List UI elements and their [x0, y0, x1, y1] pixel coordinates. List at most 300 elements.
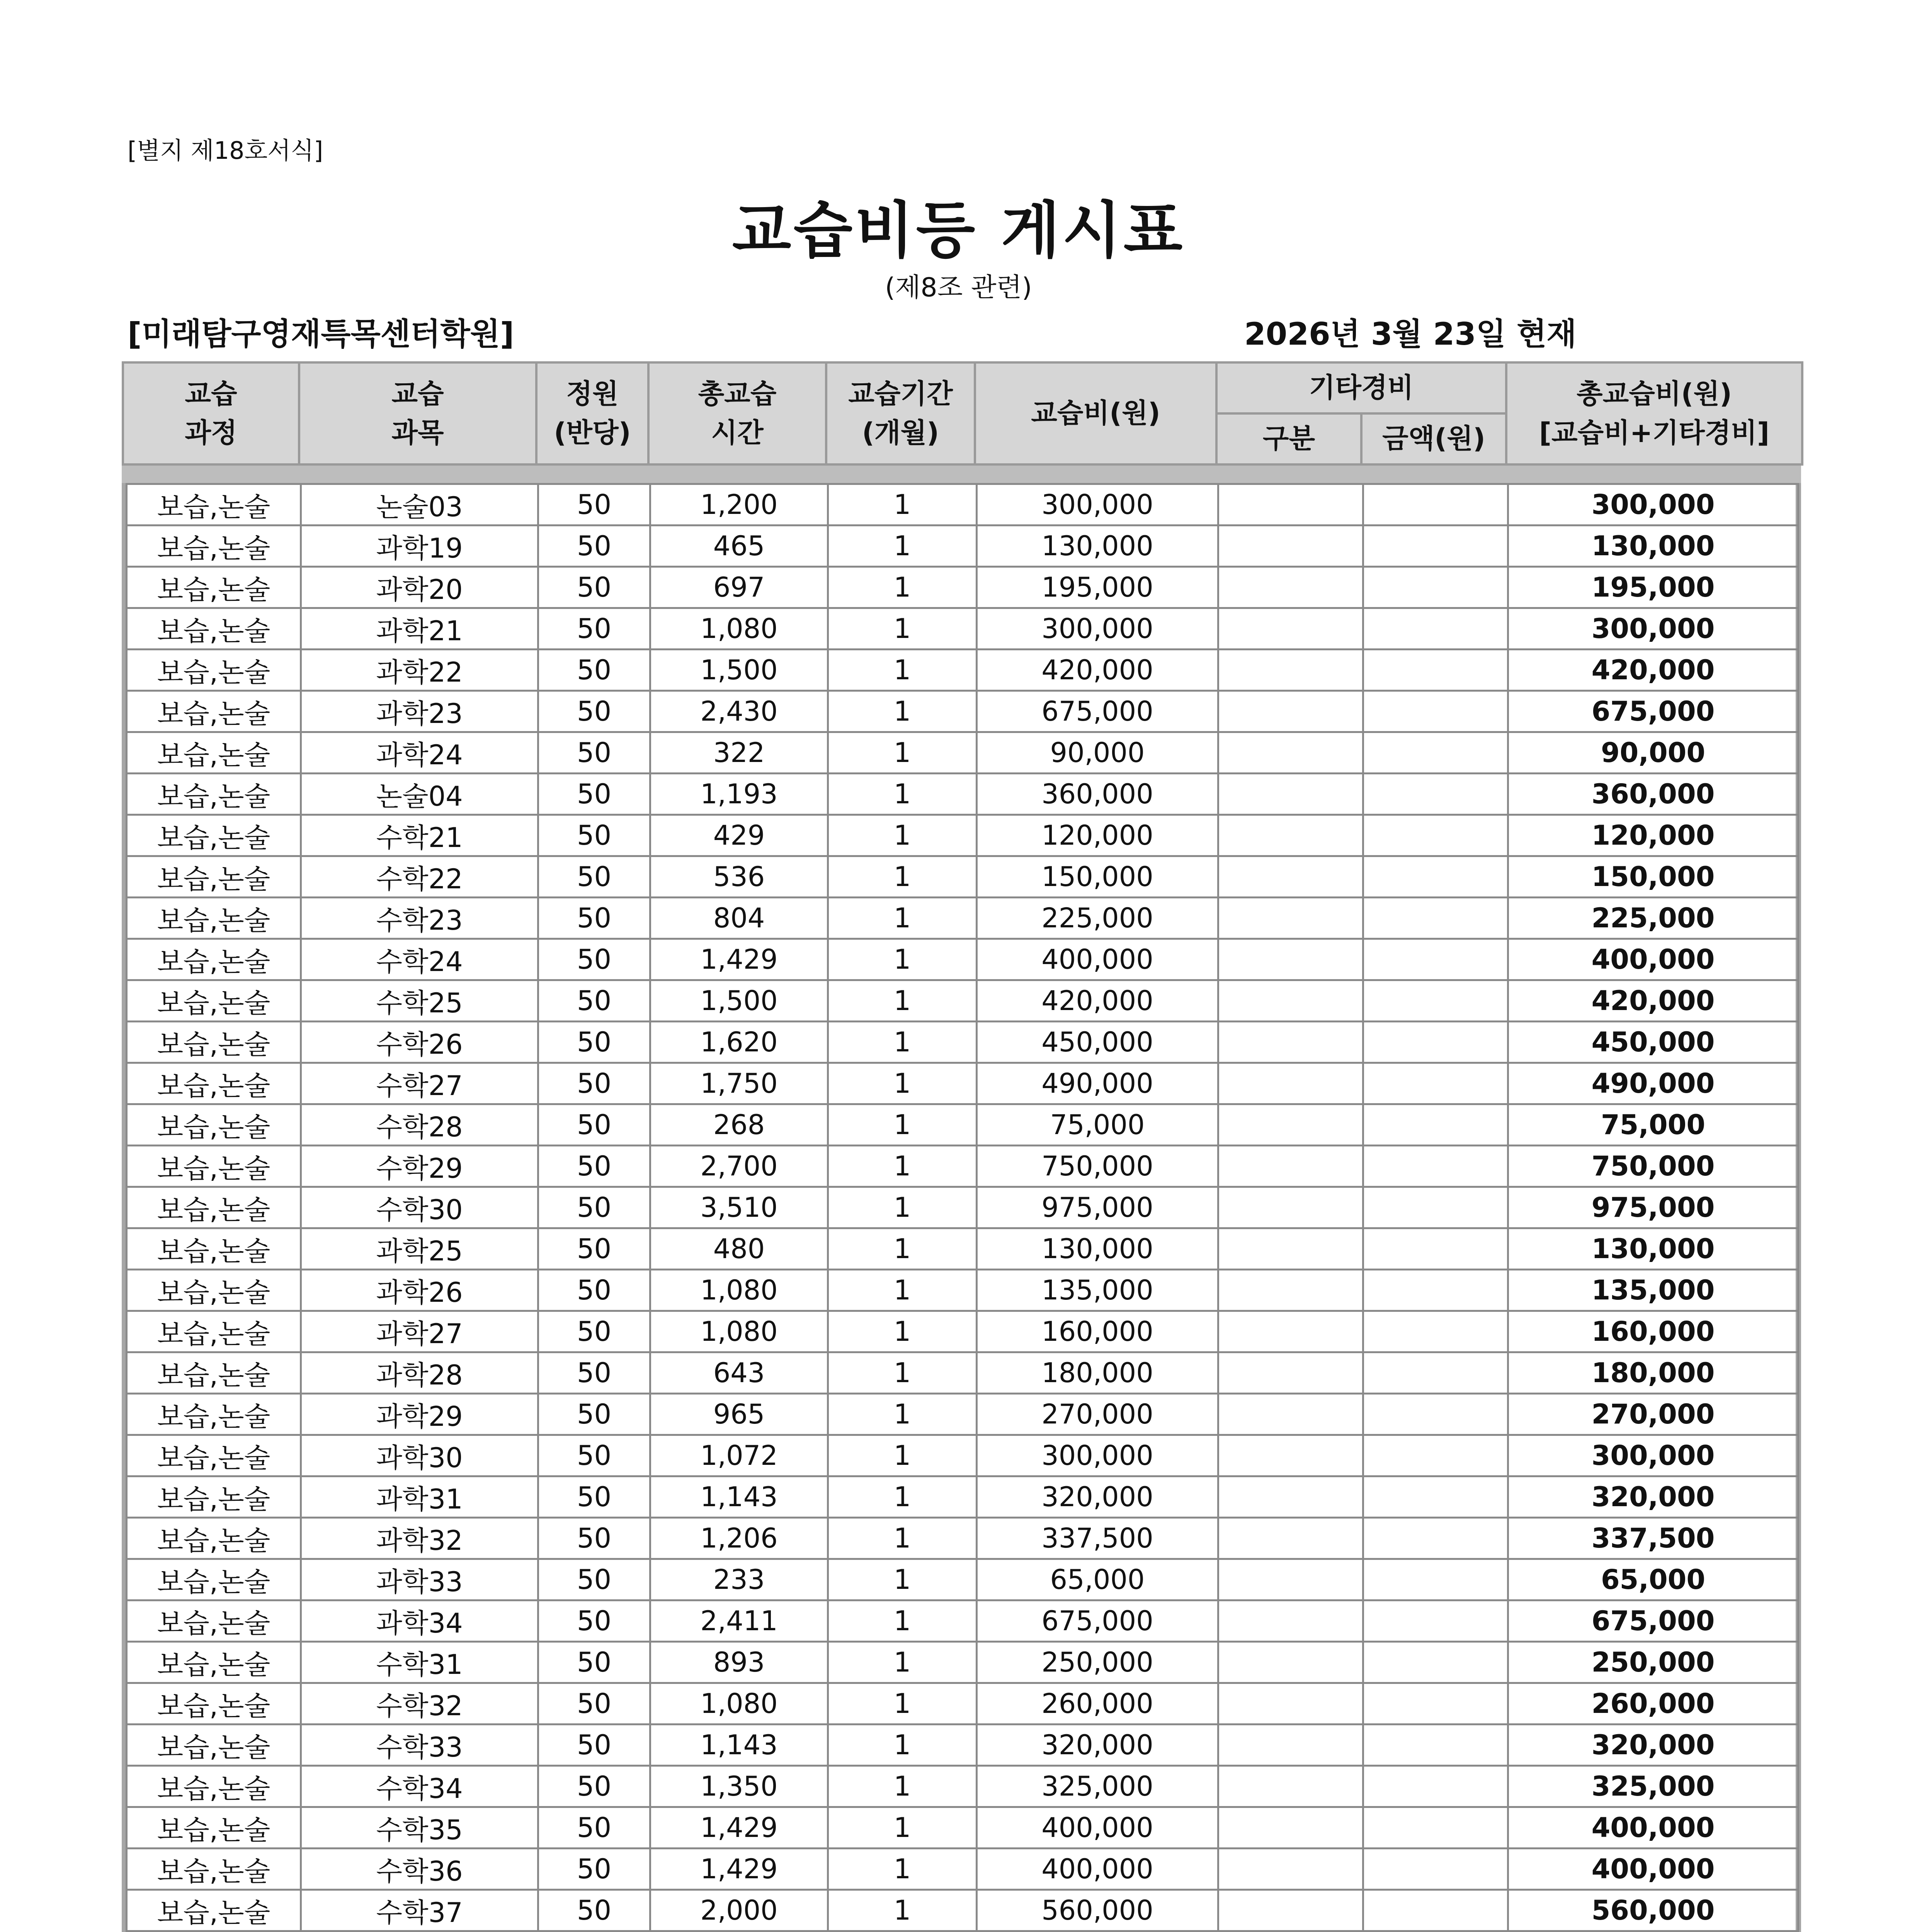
cell-other-amount	[1363, 1476, 1508, 1518]
cell-course: 보습,논술	[127, 774, 301, 815]
cell-fee: 300,000	[977, 484, 1218, 526]
cell-subject: 수학26	[301, 1022, 538, 1063]
cell-course: 보습,논술	[127, 567, 301, 608]
cell-other-amount	[1363, 1766, 1508, 1807]
cell-other-amount	[1363, 1890, 1508, 1931]
cell-fee: 90,000	[977, 732, 1218, 774]
cell-hours: 1,080	[650, 1270, 828, 1311]
cell-hours: 2,700	[650, 1146, 828, 1187]
cell-other-type	[1218, 1104, 1363, 1146]
cell-total: 150,000	[1508, 856, 1798, 898]
cell-other-amount	[1363, 856, 1508, 898]
cell-fee: 400,000	[977, 1807, 1218, 1849]
cell-other-amount	[1363, 1683, 1508, 1725]
cell-period: 1	[828, 1187, 977, 1228]
cell-subject: 논술04	[301, 774, 538, 815]
cell-total: 270,000	[1508, 1394, 1798, 1435]
cell-capacity: 50	[538, 1849, 650, 1890]
cell-other-amount	[1363, 567, 1508, 608]
cell-period: 1	[828, 1890, 977, 1931]
cell-capacity: 50	[538, 484, 650, 526]
cell-hours: 643	[650, 1352, 828, 1394]
table-row	[127, 1683, 1798, 1725]
cell-other-amount	[1363, 1807, 1508, 1849]
cell-total: 750,000	[1508, 1146, 1798, 1187]
cell-total: 420,000	[1508, 650, 1798, 691]
cell-hours: 1,080	[650, 608, 828, 650]
cell-subject: 수학33	[301, 1725, 538, 1766]
cell-total: 560,000	[1508, 1890, 1798, 1931]
cell-other-amount	[1363, 1394, 1508, 1435]
cell-capacity: 50	[538, 1352, 650, 1394]
cell-fee: 150,000	[977, 856, 1218, 898]
cell-capacity: 50	[538, 1683, 650, 1725]
cell-other-amount	[1363, 608, 1508, 650]
cell-subject: 수학30	[301, 1187, 538, 1228]
cell-total: 675,000	[1508, 691, 1798, 732]
cell-course: 보습,논술	[127, 1311, 301, 1352]
cell-course: 보습,논술	[127, 608, 301, 650]
cell-other-amount	[1363, 1228, 1508, 1270]
cell-capacity: 50	[538, 1642, 650, 1683]
cell-period: 1	[828, 1270, 977, 1311]
table-row	[127, 1352, 1798, 1394]
cell-other-type	[1218, 1725, 1363, 1766]
table-row	[127, 980, 1798, 1022]
cell-period: 1	[828, 691, 977, 732]
table-row	[127, 1559, 1798, 1600]
cell-course: 보습,논술	[127, 1766, 301, 1807]
cell-hours: 1,350	[650, 1766, 828, 1807]
cell-capacity: 50	[538, 608, 650, 650]
cell-other-amount	[1363, 1104, 1508, 1146]
cell-course: 보습,논술	[127, 1146, 301, 1187]
cell-subject: 과학26	[301, 1270, 538, 1311]
cell-other-type	[1218, 567, 1363, 608]
cell-subject: 과학25	[301, 1228, 538, 1270]
cell-hours: 1,193	[650, 774, 828, 815]
cell-hours: 536	[650, 856, 828, 898]
table-row	[127, 526, 1798, 567]
cell-capacity: 50	[538, 1063, 650, 1104]
cell-other-type	[1218, 939, 1363, 980]
cell-hours: 1,080	[650, 1311, 828, 1352]
header-total: 총교습비(원) [교습비+기타경비]	[1506, 362, 1802, 464]
cell-other-type	[1218, 1394, 1363, 1435]
cell-hours: 1,080	[650, 1683, 828, 1725]
cell-total: 400,000	[1508, 1849, 1798, 1890]
cell-fee: 270,000	[977, 1394, 1218, 1435]
cell-course: 보습,논술	[127, 856, 301, 898]
cell-capacity: 50	[538, 980, 650, 1022]
cell-capacity: 50	[538, 1022, 650, 1063]
cell-course: 보습,논술	[127, 1683, 301, 1725]
cell-subject: 과학28	[301, 1352, 538, 1394]
cell-other-amount	[1363, 1435, 1508, 1476]
cell-other-amount	[1363, 939, 1508, 980]
table-row	[127, 567, 1798, 608]
cell-subject: 과학19	[301, 526, 538, 567]
cell-capacity: 50	[538, 774, 650, 815]
cell-capacity: 50	[538, 1807, 650, 1849]
cell-period: 1	[828, 1518, 977, 1559]
cell-hours: 1,429	[650, 939, 828, 980]
cell-total: 360,000	[1508, 774, 1798, 815]
cell-other-type	[1218, 1311, 1363, 1352]
cell-period: 1	[828, 980, 977, 1022]
cell-other-type	[1218, 1187, 1363, 1228]
cell-capacity: 50	[538, 1725, 650, 1766]
table-row	[127, 1766, 1798, 1807]
cell-other-amount	[1363, 484, 1508, 526]
cell-total: 130,000	[1508, 1228, 1798, 1270]
cell-fee: 320,000	[977, 1476, 1218, 1518]
cell-other-type	[1218, 1600, 1363, 1642]
table-row	[127, 1146, 1798, 1187]
cell-other-type	[1218, 1435, 1363, 1476]
table-row	[127, 650, 1798, 691]
table-row	[127, 1518, 1798, 1559]
cell-fee: 400,000	[977, 1849, 1218, 1890]
cell-subject: 과학27	[301, 1311, 538, 1352]
cell-other-amount	[1363, 1311, 1508, 1352]
header-period: 교습기간 (개월)	[826, 362, 975, 464]
cell-other-amount	[1363, 1022, 1508, 1063]
cell-period: 1	[828, 1476, 977, 1518]
cell-fee: 325,000	[977, 1766, 1218, 1807]
cell-other-type	[1218, 1352, 1363, 1394]
cell-other-type	[1218, 691, 1363, 732]
cell-course: 보습,논술	[127, 815, 301, 856]
cell-other-type	[1218, 1766, 1363, 1807]
cell-total: 320,000	[1508, 1725, 1798, 1766]
cell-period: 1	[828, 1022, 977, 1063]
cell-hours: 233	[650, 1559, 828, 1600]
cell-subject: 과학22	[301, 650, 538, 691]
cell-subject: 과학32	[301, 1518, 538, 1559]
cell-course: 보습,논술	[127, 1435, 301, 1476]
cell-hours: 1,143	[650, 1725, 828, 1766]
cell-other-amount	[1363, 815, 1508, 856]
table-row	[127, 1022, 1798, 1063]
cell-capacity: 50	[538, 691, 650, 732]
cell-course: 보습,논술	[127, 1187, 301, 1228]
header-other-amount: 금액(원)	[1361, 413, 1506, 464]
cell-other-type	[1218, 650, 1363, 691]
cell-period: 1	[828, 608, 977, 650]
cell-fee: 300,000	[977, 1435, 1218, 1476]
cell-total: 250,000	[1508, 1642, 1798, 1683]
cell-course: 보습,논술	[127, 1642, 301, 1683]
cell-course: 보습,논술	[127, 1063, 301, 1104]
cell-period: 1	[828, 1683, 977, 1725]
cell-other-type	[1218, 1146, 1363, 1187]
cell-capacity: 50	[538, 1228, 650, 1270]
cell-period: 1	[828, 1725, 977, 1766]
cell-other-type	[1218, 484, 1363, 526]
cell-fee: 130,000	[977, 526, 1218, 567]
cell-other-amount	[1363, 898, 1508, 939]
cell-other-type	[1218, 1642, 1363, 1683]
cell-other-amount	[1363, 1187, 1508, 1228]
cell-subject: 수학31	[301, 1642, 538, 1683]
cell-fee: 160,000	[977, 1311, 1218, 1352]
table-row	[127, 1394, 1798, 1435]
form-number: [별지 제18호서식]	[128, 136, 323, 165]
cell-period: 1	[828, 774, 977, 815]
cell-hours: 1,200	[650, 484, 828, 526]
cell-fee: 320,000	[977, 1725, 1218, 1766]
cell-fee: 675,000	[977, 691, 1218, 732]
cell-subject: 과학24	[301, 732, 538, 774]
cell-course: 보습,논술	[127, 1022, 301, 1063]
cell-other-type	[1218, 898, 1363, 939]
cell-total: 195,000	[1508, 567, 1798, 608]
cell-capacity: 50	[538, 898, 650, 939]
cell-capacity: 50	[538, 1270, 650, 1311]
cell-fee: 490,000	[977, 1063, 1218, 1104]
cell-period: 1	[828, 1435, 977, 1476]
cell-other-amount	[1363, 1146, 1508, 1187]
cell-period: 1	[828, 1104, 977, 1146]
cell-capacity: 50	[538, 1766, 650, 1807]
table-row	[127, 774, 1798, 815]
cell-subject: 수학21	[301, 815, 538, 856]
cell-other-type	[1218, 815, 1363, 856]
cell-other-amount	[1363, 774, 1508, 815]
table-row	[127, 1890, 1798, 1931]
cell-subject: 수학28	[301, 1104, 538, 1146]
cell-subject: 과학31	[301, 1476, 538, 1518]
cell-other-amount	[1363, 1642, 1508, 1683]
cell-total: 180,000	[1508, 1352, 1798, 1394]
header-subject: 교습 과목	[299, 362, 536, 464]
cell-subject: 수학22	[301, 856, 538, 898]
cell-fee: 450,000	[977, 1022, 1218, 1063]
cell-other-type	[1218, 1807, 1363, 1849]
cell-period: 1	[828, 1642, 977, 1683]
cell-period: 1	[828, 1146, 977, 1187]
cell-subject: 과학33	[301, 1559, 538, 1600]
table-row	[127, 1270, 1798, 1311]
cell-total: 300,000	[1508, 484, 1798, 526]
cell-course: 보습,논술	[127, 484, 301, 526]
cell-hours: 2,000	[650, 1890, 828, 1931]
cell-total: 160,000	[1508, 1311, 1798, 1352]
cell-other-amount	[1363, 1518, 1508, 1559]
cell-total: 260,000	[1508, 1683, 1798, 1725]
table-row	[127, 1311, 1798, 1352]
cell-fee: 420,000	[977, 980, 1218, 1022]
academy-name: [미래탐구영재특목센터학원]	[128, 316, 514, 352]
cell-period: 1	[828, 1766, 977, 1807]
cell-course: 보습,논술	[127, 1270, 301, 1311]
table-row	[127, 1725, 1798, 1766]
table-header	[122, 361, 1803, 466]
cell-course: 보습,논술	[127, 1849, 301, 1890]
cell-other-type	[1218, 732, 1363, 774]
cell-hours: 1,500	[650, 980, 828, 1022]
cell-total: 135,000	[1508, 1270, 1798, 1311]
cell-total: 300,000	[1508, 1435, 1798, 1476]
cell-subject: 과학29	[301, 1394, 538, 1435]
fee-table	[126, 483, 1799, 1932]
table-row	[127, 939, 1798, 980]
cell-other-amount	[1363, 1849, 1508, 1890]
cell-course: 보습,논술	[127, 732, 301, 774]
as-of-date: 2026년 3월 23일 현재	[1244, 316, 1577, 352]
cell-hours: 893	[650, 1642, 828, 1683]
header-capacity: 정원 (반당)	[536, 362, 648, 464]
cell-subject: 수학23	[301, 898, 538, 939]
cell-capacity: 50	[538, 732, 650, 774]
cell-subject: 수학32	[301, 1683, 538, 1725]
cell-period: 1	[828, 484, 977, 526]
cell-subject: 과학23	[301, 691, 538, 732]
cell-other-type	[1218, 774, 1363, 815]
cell-period: 1	[828, 567, 977, 608]
cell-subject: 수학37	[301, 1890, 538, 1931]
cell-total: 75,000	[1508, 1104, 1798, 1146]
cell-total: 225,000	[1508, 898, 1798, 939]
cell-total: 120,000	[1508, 815, 1798, 856]
cell-fee: 675,000	[977, 1600, 1218, 1642]
cell-capacity: 50	[538, 1187, 650, 1228]
cell-capacity: 50	[538, 567, 650, 608]
cell-other-amount	[1363, 980, 1508, 1022]
cell-other-amount	[1363, 1559, 1508, 1600]
cell-fee: 337,500	[977, 1518, 1218, 1559]
table-row	[127, 1849, 1798, 1890]
cell-hours: 1,429	[650, 1849, 828, 1890]
cell-fee: 130,000	[977, 1228, 1218, 1270]
cell-capacity: 50	[538, 1104, 650, 1146]
cell-capacity: 50	[538, 815, 650, 856]
cell-course: 보습,논술	[127, 1352, 301, 1394]
cell-hours: 1,429	[650, 1807, 828, 1849]
cell-fee: 560,000	[977, 1890, 1218, 1931]
header-hours: 총교습 시간	[648, 362, 826, 464]
header-separator	[122, 466, 1801, 483]
cell-fee: 750,000	[977, 1146, 1218, 1187]
cell-fee: 975,000	[977, 1187, 1218, 1228]
cell-capacity: 50	[538, 939, 650, 980]
cell-other-type	[1218, 1890, 1363, 1931]
cell-hours: 1,206	[650, 1518, 828, 1559]
cell-other-amount	[1363, 1270, 1508, 1311]
cell-capacity: 50	[538, 1146, 650, 1187]
table-row	[127, 1435, 1798, 1476]
cell-course: 보습,논술	[127, 1228, 301, 1270]
cell-capacity: 50	[538, 1600, 650, 1642]
cell-period: 1	[828, 1228, 977, 1270]
cell-other-type	[1218, 526, 1363, 567]
cell-capacity: 50	[538, 1311, 650, 1352]
cell-other-type	[1218, 608, 1363, 650]
cell-fee: 75,000	[977, 1104, 1218, 1146]
cell-course: 보습,논술	[127, 526, 301, 567]
cell-fee: 420,000	[977, 650, 1218, 691]
cell-capacity: 50	[538, 1890, 650, 1931]
cell-other-type	[1218, 1683, 1363, 1725]
table-row	[127, 1228, 1798, 1270]
cell-period: 1	[828, 1063, 977, 1104]
table-row	[127, 1104, 1798, 1146]
table-row	[127, 484, 1798, 526]
cell-fee: 250,000	[977, 1642, 1218, 1683]
table-row	[127, 856, 1798, 898]
cell-subject: 수학29	[301, 1146, 538, 1187]
cell-course: 보습,논술	[127, 1559, 301, 1600]
table-row	[127, 1063, 1798, 1104]
cell-other-type	[1218, 1228, 1363, 1270]
cell-other-amount	[1363, 650, 1508, 691]
cell-period: 1	[828, 732, 977, 774]
cell-period: 1	[828, 1849, 977, 1890]
cell-subject: 과학30	[301, 1435, 538, 1476]
cell-hours: 268	[650, 1104, 828, 1146]
table-row	[127, 1187, 1798, 1228]
cell-subject: 과학21	[301, 608, 538, 650]
cell-other-amount	[1363, 526, 1508, 567]
cell-other-amount	[1363, 1352, 1508, 1394]
cell-total: 400,000	[1508, 939, 1798, 980]
cell-subject: 과학20	[301, 567, 538, 608]
cell-fee: 65,000	[977, 1559, 1218, 1600]
page-subtitle: (제8조 관련)	[885, 272, 1032, 303]
header-fee: 교습비(원)	[975, 362, 1216, 464]
table-row	[127, 815, 1798, 856]
cell-fee: 400,000	[977, 939, 1218, 980]
cell-subject: 수학34	[301, 1766, 538, 1807]
cell-course: 보습,논술	[127, 939, 301, 980]
cell-total: 65,000	[1508, 1559, 1798, 1600]
cell-subject: 수학35	[301, 1807, 538, 1849]
page-title: 교습비등 게시표	[732, 195, 1185, 266]
cell-capacity: 50	[538, 650, 650, 691]
table-row	[127, 1600, 1798, 1642]
cell-period: 1	[828, 1600, 977, 1642]
cell-course: 보습,논술	[127, 1476, 301, 1518]
cell-total: 320,000	[1508, 1476, 1798, 1518]
cell-hours: 322	[650, 732, 828, 774]
cell-hours: 1,500	[650, 650, 828, 691]
table-row	[127, 1476, 1798, 1518]
cell-hours: 2,411	[650, 1600, 828, 1642]
cell-total: 450,000	[1508, 1022, 1798, 1063]
cell-other-type	[1218, 1518, 1363, 1559]
cell-total: 675,000	[1508, 1600, 1798, 1642]
cell-capacity: 50	[538, 1435, 650, 1476]
cell-capacity: 50	[538, 1559, 650, 1600]
cell-period: 1	[828, 815, 977, 856]
header-course: 교습 과정	[123, 362, 299, 464]
cell-total: 420,000	[1508, 980, 1798, 1022]
cell-capacity: 50	[538, 1394, 650, 1435]
table-row	[127, 1642, 1798, 1683]
cell-hours: 1,072	[650, 1435, 828, 1476]
header-other: 기타경비	[1216, 362, 1506, 413]
cell-course: 보습,논술	[127, 1807, 301, 1849]
cell-period: 1	[828, 856, 977, 898]
cell-fee: 360,000	[977, 774, 1218, 815]
cell-period: 1	[828, 1394, 977, 1435]
cell-other-type	[1218, 1476, 1363, 1518]
cell-fee: 225,000	[977, 898, 1218, 939]
cell-course: 보습,논술	[127, 1725, 301, 1766]
cell-other-amount	[1363, 732, 1508, 774]
cell-hours: 2,430	[650, 691, 828, 732]
